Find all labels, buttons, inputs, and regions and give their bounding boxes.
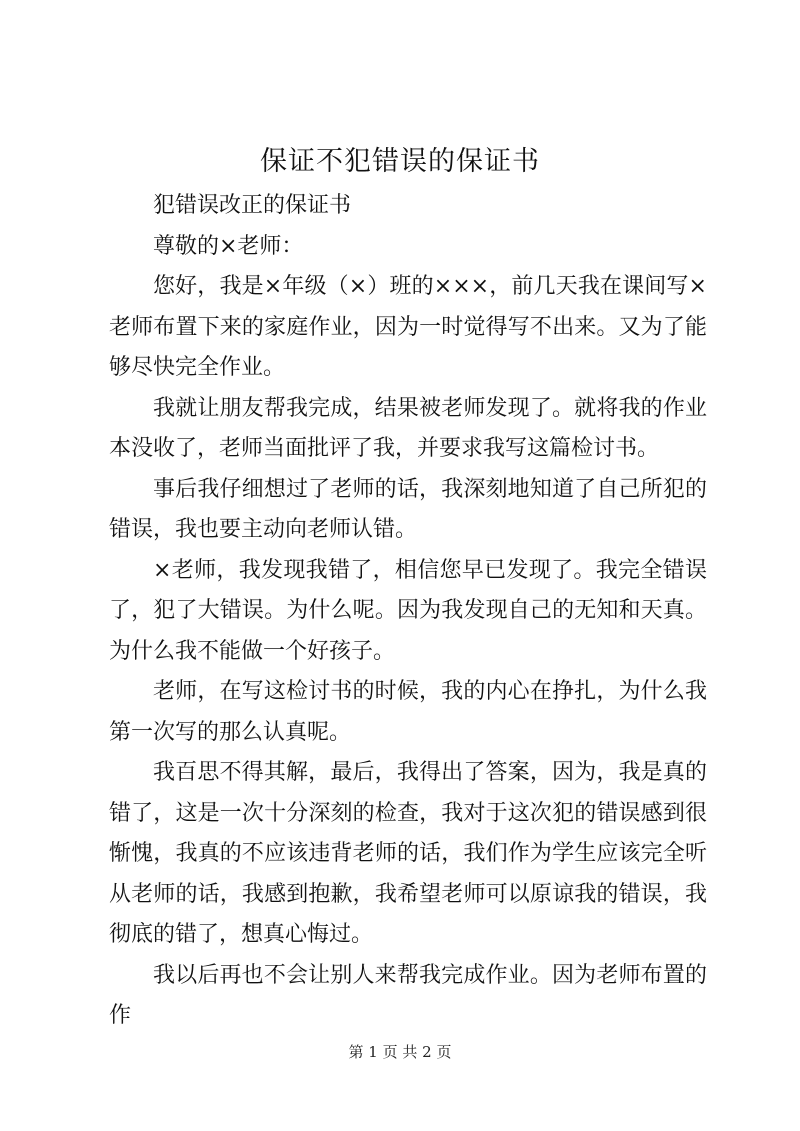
paragraph: 我百思不得其解，最后，我得出了答案，因为，我是真的错了，这是一次十分深刻的检查，我对于这次犯的错误感到很惭愧，我真的不应该违背老师的话，我们作为学生应该完全听从老师的话，我感到抱歉，我希望老师可以原谅我的错误，我彻底的错了，想真心悔过。 <box>109 760 707 947</box>
paragraph-subtitle: 犯错误改正的保证书 <box>153 193 352 218</box>
paragraph-salutation: 尊敬的×老师： <box>153 233 304 259</box>
paragraph: 您好，我是×年级（×）班的×××，前几天我在课间写×老师布置下来的家庭作业，因为一时觉得写不出来。又为了能够尽快完全作业。 <box>109 274 707 380</box>
document-title: 保证不犯错误的保证书 <box>260 146 540 177</box>
page-footer: 第 1 页 共 2 页 <box>348 1043 452 1061</box>
paragraph: 我以后再也不会让别人来帮我完成作业。因为老师布置的作 <box>109 962 707 1028</box>
paragraph: ×老师，我发现我错了，相信您早已发现了。我完全错误了，犯了大错误。为什么呢。因为我发现自己的无知和天真。为什么我不能做一个好孩子。 <box>109 557 707 664</box>
paragraph: 事后我仔细想过了老师的话，我深刻地知道了自己所犯的错误，我也要主动向老师认错。 <box>109 476 707 542</box>
paragraph: 我就让朋友帮我完成，结果被老师发现了。就将我的作业本没收了，老师当面批评了我，并要求我写这篇检讨书。 <box>109 395 707 461</box>
paragraph: 老师，在写这检讨书的时候，我的内心在挣扎，为什么我第一次写的那么认真呢。 <box>109 679 707 745</box>
document-body <box>109 186 707 1037</box>
